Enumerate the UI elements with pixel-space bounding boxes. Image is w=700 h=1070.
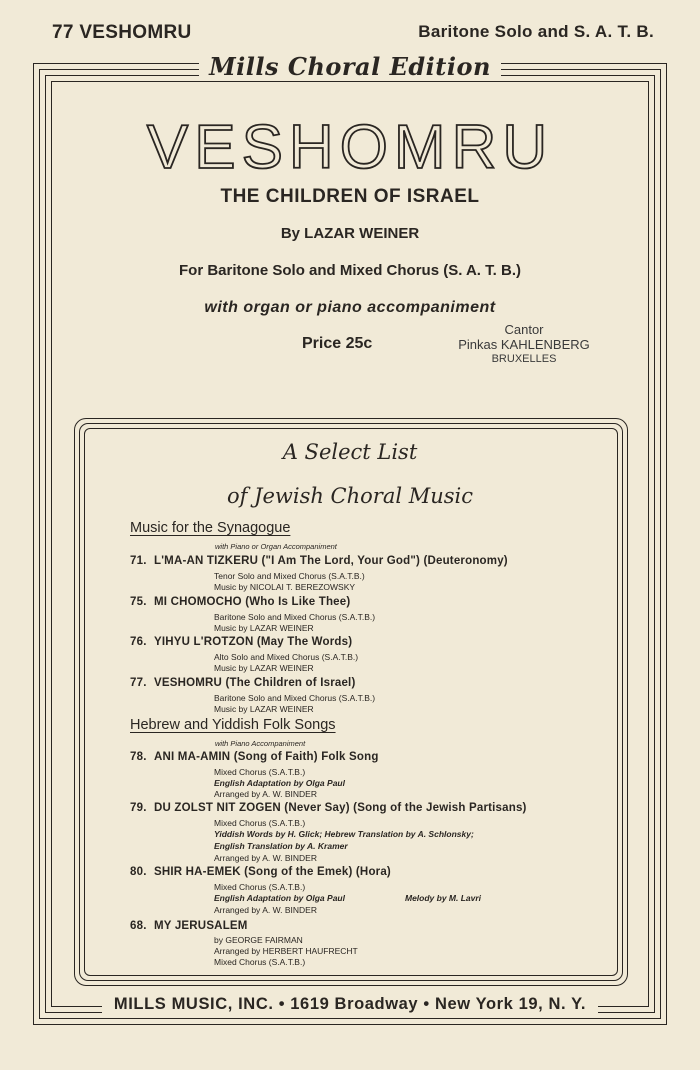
item-detail: English Translation by A. Kramer: [214, 841, 348, 851]
item-detail: Baritone Solo and Mixed Chorus (S.A.T.B.): [214, 693, 376, 703]
list-item: 76. YIHYU L'ROTZON (May The Words): [130, 636, 353, 648]
list-item: 77. VESHOMRU (The Children of Israel): [130, 677, 356, 689]
item-detail: Arranged by A. W. BINDER: [214, 853, 317, 863]
item-detail: Baritone Solo and Mixed Chorus (S.A.T.B.): [214, 612, 376, 622]
item-detail: Arranged by HERBERT HAUFRECHT: [214, 946, 358, 956]
owner-stamp: [444, 322, 604, 367]
section-note: with Piano Accompaniment: [215, 739, 306, 748]
item-detail: Music by LAZAR WEINER: [214, 623, 314, 633]
stamp-line-2: Pinkas KAHLENBERG: [458, 337, 590, 352]
publisher-footer: MILLS MUSIC, INC. • 1619 Broadway • New York 19, N. Y.: [0, 995, 700, 1014]
scoring: For Baritone Solo and Mixed Chorus (S. A. T. B.): [179, 262, 521, 279]
voicing-label: Baritone Solo and S. A. T. B.: [414, 22, 658, 42]
item-detail: by GEORGE FAIRMAN: [214, 935, 303, 945]
item-detail: Yiddish Words by H. Glick; Hebrew Translation by A. Schlonsky;: [214, 829, 474, 839]
list-heading-2: of Jewish Choral Music: [226, 484, 474, 508]
list-item: 71. L'MA-AN TIZKERU ("I Am The Lord, Your God") (Deuteronomy): [130, 555, 508, 567]
section-title: Music for the Synagogue: [130, 520, 291, 536]
list-item: 75. MI CHOMOCHO (Who Is Like Thee): [130, 596, 351, 608]
catalog-number: 77 VESHOMRU: [48, 22, 196, 44]
item-detail: Music by NICOLAI T. BEREZOWSKY: [214, 582, 356, 592]
item-detail: Mixed Chorus (S.A.T.B.): [214, 882, 306, 892]
item-detail: Music by LAZAR WEINER: [214, 704, 314, 714]
item-detail: Mixed Chorus (S.A.T.B.): [214, 818, 306, 828]
item-detail: Arranged by A. W. BINDER: [214, 905, 317, 915]
price: Price 25c: [302, 335, 373, 352]
page-title: VESHOMRU: [146, 113, 554, 182]
item-detail: Arranged by A. W. BINDER: [214, 789, 317, 799]
list-item: 79. DU ZOLST NIT ZOGEN (Never Say) (Song of the Jewish Partisans): [130, 802, 527, 814]
section-note: with Piano or Organ Accompaniment: [215, 542, 337, 551]
section-title: Hebrew and Yiddish Folk Songs: [130, 717, 336, 733]
item-detail: Alto Solo and Mixed Chorus (S.A.T.B.): [214, 652, 359, 662]
subtitle: THE CHILDREN OF ISRAEL: [220, 186, 480, 207]
composer-credit: By LAZAR WEINER: [280, 225, 420, 242]
item-detail: English Adaptation by Olga Paul: [214, 893, 345, 903]
list-item: 80. SHIR HA-EMEK (Song of the Emek) (Hora): [130, 866, 391, 878]
item-detail: Tenor Solo and Mixed Chorus (S.A.T.B.): [214, 571, 365, 581]
accompaniment: with organ or piano accompaniment: [204, 299, 496, 316]
list-heading-1: A Select List: [282, 440, 418, 464]
list-item: 68. MY JERUSALEM: [130, 920, 248, 932]
stamp-line-3: BRUXELLES: [491, 353, 557, 365]
item-detail-extra: Melody by M. Lavri: [405, 893, 482, 903]
list-item: 78. ANI MA-AMIN (Song of Faith) Folk Song: [130, 751, 379, 763]
item-detail: Mixed Chorus (S.A.T.B.): [214, 957, 306, 967]
stamp-line-1: Cantor: [504, 322, 544, 337]
edition-title: Mills Choral Edition: [0, 52, 700, 81]
item-detail: English Adaptation by Olga Paul: [214, 778, 345, 788]
item-detail: Mixed Chorus (S.A.T.B.): [214, 767, 306, 777]
item-detail: Music by LAZAR WEINER: [214, 663, 314, 673]
